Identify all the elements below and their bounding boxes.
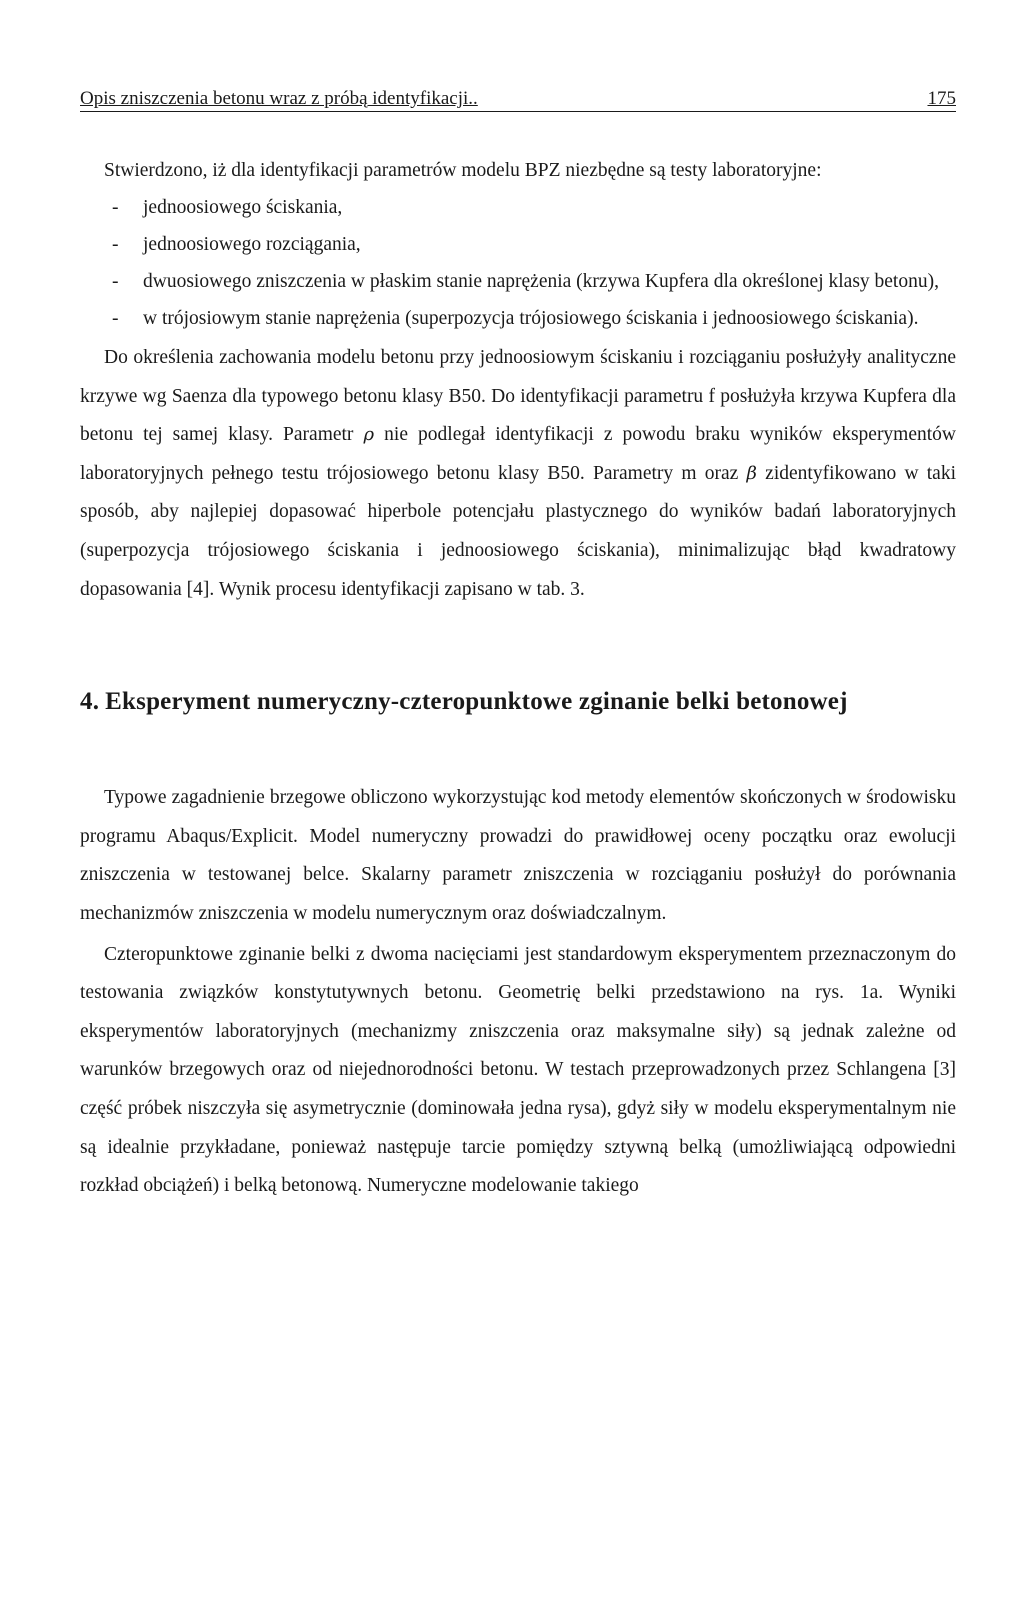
fem-paragraph: Typowe zagadnienie brzegowe obliczono wykorzystując kod metody elementów skończonych w środowisku programu Abaqus/Explicit. Model numeryczny prowadzi do prawidłowej oceny początku oraz ewolucji zniszczenia w testowanej belce. Skalarny parametr zniszczenia w rozciąganiu posłużył do porównania mechanizmów zniszczenia w modelu numerycznym oraz doświadczalnym. [80, 787, 956, 924]
list-item-text: jednoosiowego rozciągania, [143, 234, 361, 255]
list-item [80, 189, 956, 226]
page-number: 175 [927, 88, 956, 109]
running-header-title: Opis zniszczenia betonu wraz z próbą identyfikacji.. [80, 88, 478, 109]
paragraph-text: nie podlegał identyfikacji z powodu braku wyników eksperymentów laboratoryjnych pełnego testu trójosiowego betonu klasy B50. Parametry m oraz [80, 424, 957, 484]
paragraph-text: Do określenia zachowania modelu betonu przy jednoosiowym ściskaniu i rozciąganiu posłużyły analityczne krzywe wg Saenza dla typowego betonu klasy B50. Do identyfikacji parametru f posłużyła krzywa Kupfera dla betonu tej samej klasy. Parametr [80, 347, 956, 446]
section-heading [80, 687, 956, 717]
required-tests-list [80, 189, 956, 337]
intro-paragraph: Stwierdzono, iż dla identyfikacji parametrów modelu BPZ niezbędne są testy laboratoryjne: [104, 160, 822, 181]
list-item-text: jednoosiowego ściskania, [143, 197, 343, 218]
list-dash: - [112, 271, 119, 292]
identification-paragraph [80, 339, 956, 609]
beta-symbol: β [746, 462, 757, 484]
section-title: Eksperyment numeryczny-czteropunktowe zginanie belki betonowej [105, 688, 848, 716]
list-item-text: dwuosiowego zniszczenia w płaskim stanie naprężenia (krzywa Kupfera dla określonej klasy betonu), [143, 271, 939, 292]
four-point-bending-paragraph: Czteropunktowe zginanie belki z dwoma nacięciami jest standardowym eksperymentem przeznaczonym do testowania związków konstytutywnych betonu. Geometrię belki przedstawiono na rys. 1a. Wyniki eksperymentów laboratoryjnych (mechanizmy zniszczenia oraz maksymalne siły) są jednak zależne od warunków brzegowych oraz od niejednorodności betonu. W testach przeprowadzonych przez Schlangena [3] część próbek niszczyła się asymetrycznie (dominowała jedna rysa), gdyż siły w modelu eksperymentalnym nie są idealnie przykładane, ponieważ następuje tarcie pomiędzy sztywną belką (umożliwiającą odpowiedni rozkład obciążeń) i belką betonową. Numeryczne modelowanie takiego [80, 943, 956, 1197]
list-dash: - [112, 234, 119, 255]
list-dash: - [112, 308, 119, 329]
list-item [80, 263, 956, 300]
running-header [80, 88, 956, 112]
rho-symbol: ρ [363, 424, 375, 446]
section-number: 4. [80, 688, 100, 716]
paragraph-text: zidentyfikowano w taki sposób, aby najlepiej dopasować hiperbole potencjału plastycznego do wyników badań laboratoryjnych (superpozycja trójosiowego ściskania i jednoosiowego ściskania), minimalizując błąd kwadratowy dopasowania [4]. Wynik procesu identyfikacji zapisano w tab. 3. [80, 462, 956, 600]
list-dash: - [112, 197, 119, 218]
list-item-text: w trójosiowym stanie naprężenia (superpozycja trójosiowego ściskania i jednoosiowego ściskania). [143, 308, 919, 329]
list-item [80, 300, 956, 337]
list-item [80, 226, 956, 263]
